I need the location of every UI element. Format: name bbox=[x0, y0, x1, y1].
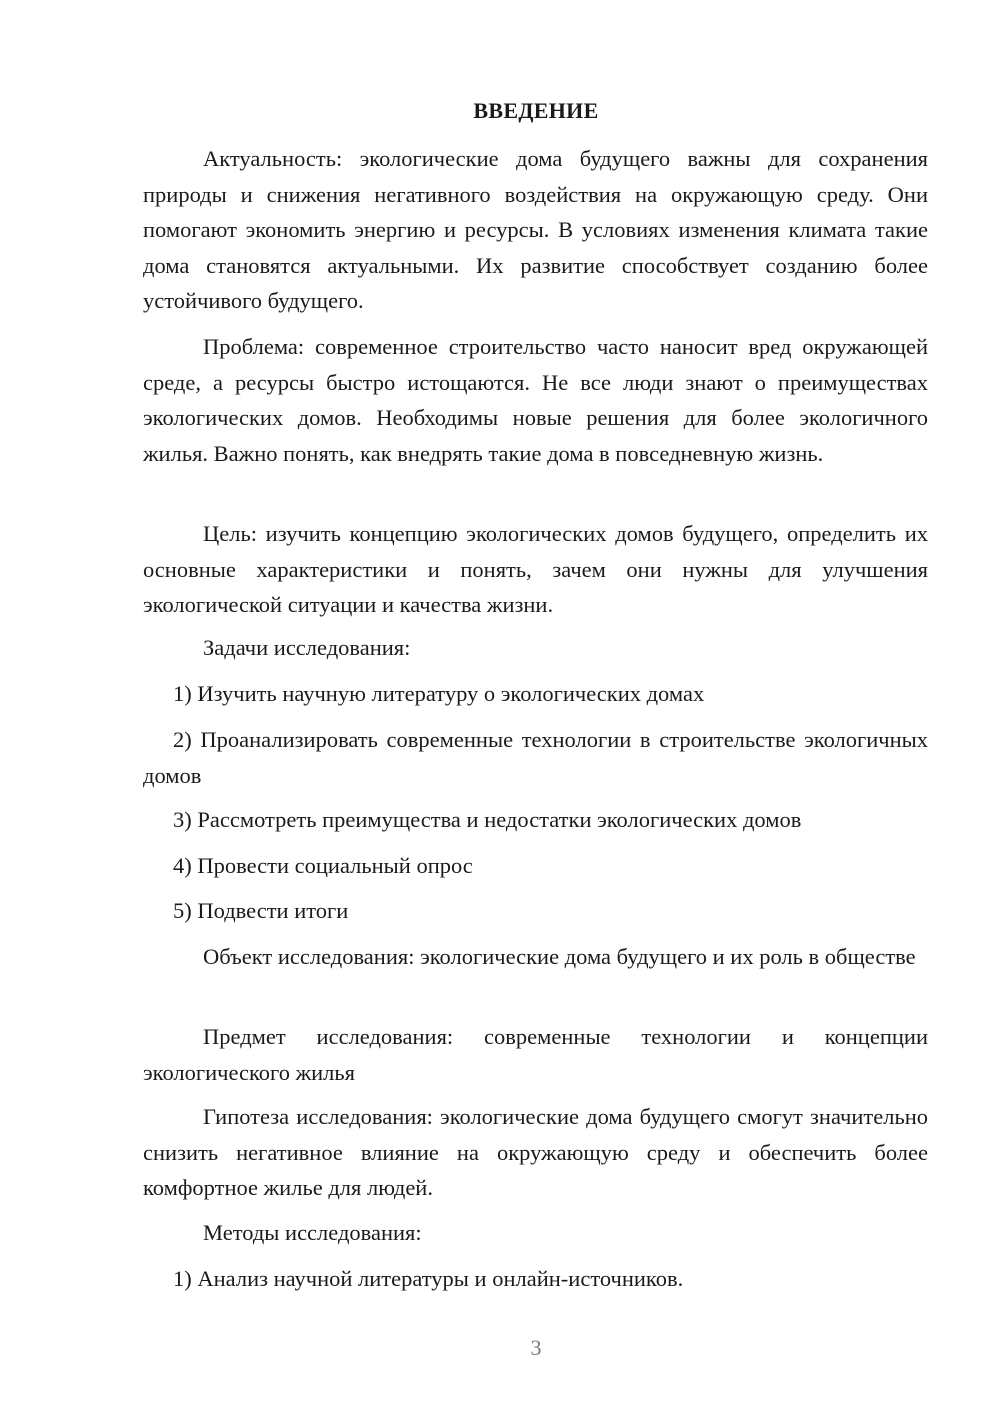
paragraph-goal: Цель: изучить концепцию экологических домов будущего, определить их основные характеристики и понять, зачем они нужны для улучшения экологической ситуации и качества жизни. bbox=[143, 521, 928, 618]
page-number: 3 bbox=[530, 1335, 542, 1360]
task-item-2: 2) Проанализировать современные технологии в строительстве экологичных домов bbox=[143, 727, 928, 788]
methods-heading: Методы исследования: bbox=[203, 1220, 422, 1245]
paragraph-relevance: Актуальность: экологические дома будущего важны для сохранения природы и снижения негативного воздействия на окружающую среду. Они помогают экономить энергию и ресурсы. В условиях изменения климата такие дома становятся актуальными. Их развитие способствует созданию более устойчивого будущего. bbox=[143, 146, 928, 314]
task-item-1: 1) Изучить научную литературу о экологических домах bbox=[173, 681, 705, 706]
paragraph-problem: Проблема: современное строительство часто наносит вред окружающей среде, а ресурсы быстро истощаются. Не все люди знают о преимуществах экологических домов. Необходимы новые решения для более экологичного жилья. Важно понять, как внедрять такие дома в повседневную жизнь. bbox=[143, 334, 928, 466]
method-item-1: 1) Анализ научной литературы и онлайн-источников. bbox=[173, 1266, 684, 1291]
page-title: ВВЕДЕНИЕ bbox=[473, 98, 599, 123]
tasks-heading: Задачи исследования: bbox=[203, 635, 411, 660]
task-item-3: 3) Рассмотреть преимущества и недостатки экологических домов bbox=[173, 807, 802, 832]
task-item-5: 5) Подвести итоги bbox=[173, 898, 349, 923]
paragraph-subject: Предмет исследования: современные технологии и концепции экологического жилья bbox=[143, 1024, 928, 1085]
paragraph-hypothesis: Гипотеза исследования: экологические дома будущего смогут значительно снизить негативное влияние на окружающую среду и обеспечить более комфортное жилье для людей. bbox=[143, 1104, 928, 1201]
paragraph-object: Объект исследования: экологические дома будущего и их роль в обществе bbox=[203, 944, 916, 969]
task-item-4: 4) Провести социальный опрос bbox=[173, 853, 473, 878]
